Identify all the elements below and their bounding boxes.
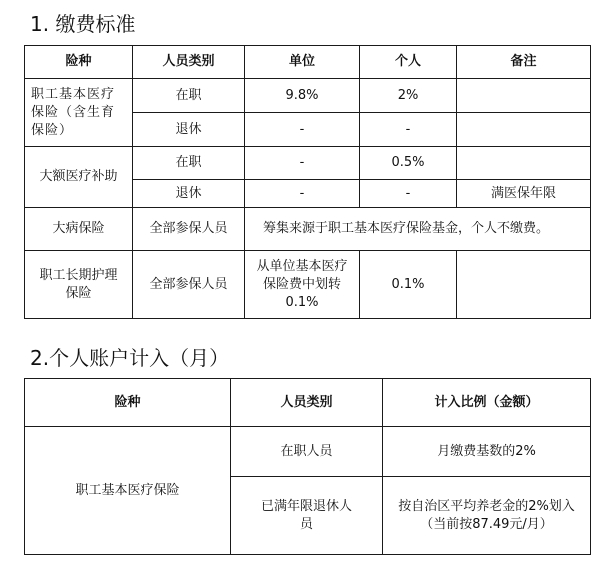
cell-category: 在职 xyxy=(133,147,245,180)
cell-note xyxy=(457,251,591,319)
cell-note: 满医保年限 xyxy=(457,180,591,208)
header-personal: 个人 xyxy=(360,46,457,79)
cell-category: 已满年限退休人员 xyxy=(231,477,383,555)
table-row xyxy=(25,251,591,319)
table-header-row xyxy=(25,379,591,427)
table-row xyxy=(25,79,591,113)
header-unit: 单位 xyxy=(245,46,360,79)
cell-unit: - xyxy=(245,113,360,147)
cell-category: 全部参保人员 xyxy=(133,251,245,319)
cell-insurance: 大病保险 xyxy=(25,208,133,251)
personal-account-table xyxy=(24,378,591,555)
table-header-row xyxy=(25,46,591,79)
table-row xyxy=(25,147,591,180)
table-row xyxy=(25,427,591,477)
cell-category: 退休 xyxy=(133,113,245,147)
cell-personal: 0.1% xyxy=(360,251,457,319)
payment-standard-table xyxy=(24,45,591,319)
cell-note xyxy=(457,79,591,113)
cell-insurance: 职工基本医疗保险 xyxy=(25,427,231,555)
cell-personal: 2% xyxy=(360,79,457,113)
cell-category: 退休 xyxy=(133,180,245,208)
cell-personal: 0.5% xyxy=(360,147,457,180)
header-note: 备注 xyxy=(457,46,591,79)
section-title-payment-standard: 1. 缴费标准 xyxy=(30,12,136,36)
cell-personal: - xyxy=(360,180,457,208)
cell-unit: - xyxy=(245,147,360,180)
table-row xyxy=(25,208,591,251)
cell-unit: 9.8% xyxy=(245,79,360,113)
cell-unit: 从单位基本医疗保险费中划转0.1% xyxy=(245,251,360,319)
cell-category: 在职 xyxy=(133,79,245,113)
cell-note xyxy=(457,147,591,180)
cell-insurance: 职工基本医疗保险（含生育保险） xyxy=(25,79,133,147)
cell-category: 全部参保人员 xyxy=(133,208,245,251)
cell-personal: - xyxy=(360,113,457,147)
header-category: 人员类别 xyxy=(231,379,383,427)
header-ratio: 计入比例（金额） xyxy=(383,379,591,427)
header-category: 人员类别 xyxy=(133,46,245,79)
cell-category: 在职人员 xyxy=(231,427,383,477)
section-title-personal-account: 2.个人账户计入（月） xyxy=(30,346,230,370)
cell-unit: - xyxy=(245,180,360,208)
cell-ratio: 按自治区平均养老金的2%划入（当前按87.49元/月） xyxy=(383,477,591,555)
cell-ratio: 月缴费基数的2% xyxy=(383,427,591,477)
header-insurance: 险种 xyxy=(25,379,231,427)
cell-note xyxy=(457,113,591,147)
cell-merged-note: 筹集来源于职工基本医疗保险基金，个人不缴费。 xyxy=(245,208,591,251)
cell-insurance: 职工长期护理保险 xyxy=(25,251,133,319)
header-insurance: 险种 xyxy=(25,46,133,79)
cell-insurance: 大额医疗补助 xyxy=(25,147,133,208)
